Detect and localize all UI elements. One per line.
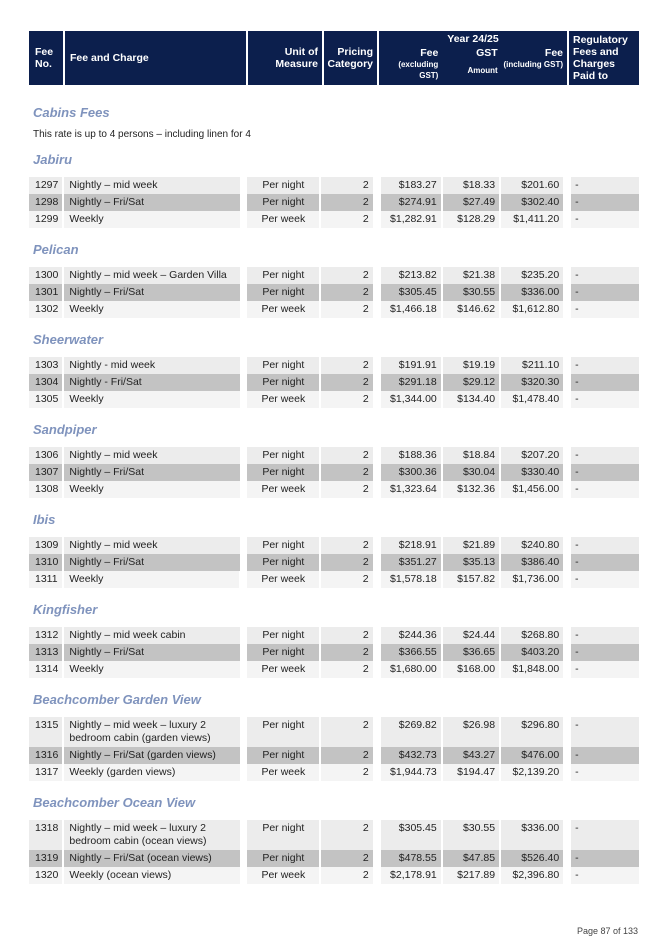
fee-group xyxy=(29,422,639,498)
fee-number-cell: 1309 xyxy=(29,537,64,554)
unit-of-measure-cell: Per night xyxy=(247,820,321,850)
fee-including-gst-cell: $201.60 xyxy=(501,177,565,194)
unit-of-measure-cell: Per night xyxy=(247,284,321,301)
fee-description-cell: Nightly – Fri/Sat xyxy=(64,284,241,301)
header-fee-incl-sub: (including GST) xyxy=(503,60,563,69)
regulatory-cell: - xyxy=(571,194,639,211)
header-gst-amount xyxy=(442,47,501,85)
fee-description-cell: Nightly – Fri/Sat xyxy=(64,554,241,571)
unit-of-measure-cell: Per week xyxy=(247,764,321,781)
table-row xyxy=(29,661,639,678)
pricing-category-cell: 2 xyxy=(321,554,374,571)
pricing-category-cell: 2 xyxy=(321,267,374,284)
fee-description-cell: Nightly – Fri/Sat xyxy=(64,194,241,211)
fee-including-gst-cell: $1,848.00 xyxy=(501,661,565,678)
regulatory-cell: - xyxy=(571,464,639,481)
table-row xyxy=(29,747,639,764)
gst-amount-cell: $30.55 xyxy=(443,284,501,301)
header-fee-and-charge: Fee and Charge xyxy=(65,31,248,85)
fee-description-cell: Nightly - Fri/Sat xyxy=(64,374,241,391)
regulatory-cell: - xyxy=(571,661,639,678)
unit-of-measure-cell: Per night xyxy=(247,644,321,661)
pricing-category-cell: 2 xyxy=(321,850,374,867)
gst-amount-cell: $157.82 xyxy=(443,571,501,588)
gst-amount-cell: $27.49 xyxy=(443,194,501,211)
section-title: Cabins Fees xyxy=(33,105,110,120)
pricing-category-cell: 2 xyxy=(321,447,374,464)
unit-of-measure-cell: Per night xyxy=(247,717,321,747)
fee-excluding-gst-cell: $1,578.18 xyxy=(381,571,443,588)
pricing-category-cell: 2 xyxy=(321,747,374,764)
fee-excluding-gst-cell: $366.55 xyxy=(381,644,443,661)
fee-including-gst-cell: $1,736.00 xyxy=(501,571,565,588)
gst-amount-cell: $168.00 xyxy=(443,661,501,678)
fee-including-gst-cell: $211.10 xyxy=(501,357,565,374)
unit-of-measure-cell: Per night xyxy=(247,537,321,554)
fee-description-cell: Weekly xyxy=(64,481,241,498)
fee-number-cell: 1315 xyxy=(29,717,64,747)
fee-excluding-gst-cell: $1,344.00 xyxy=(381,391,443,408)
regulatory-cell: - xyxy=(571,571,639,588)
group-title: Ibis xyxy=(33,512,56,527)
fee-group xyxy=(29,152,639,228)
regulatory-cell: - xyxy=(571,391,639,408)
fee-description-cell: Weekly xyxy=(64,301,241,318)
regulatory-cell: - xyxy=(571,820,639,850)
fee-excluding-gst-cell: $305.45 xyxy=(381,820,443,850)
fee-number-cell: 1299 xyxy=(29,211,64,228)
header-fee-excluding-gst xyxy=(379,47,442,85)
pricing-category-cell: 2 xyxy=(321,177,374,194)
pricing-category-cell: 2 xyxy=(321,374,374,391)
fee-number-cell: 1311 xyxy=(29,571,64,588)
group-title: Sheerwater xyxy=(33,332,104,347)
regulatory-cell: - xyxy=(571,867,639,884)
regulatory-cell: - xyxy=(571,284,639,301)
group-title: Beachcomber Garden View xyxy=(33,692,201,707)
fee-description-cell: Weekly (garden views) xyxy=(64,764,241,781)
fee-excluding-gst-cell: $1,282.91 xyxy=(381,211,443,228)
gst-amount-cell: $43.27 xyxy=(443,747,501,764)
pricing-category-cell: 2 xyxy=(321,627,374,644)
fee-including-gst-cell: $268.80 xyxy=(501,627,565,644)
header-fee-incl-label: Fee xyxy=(544,47,563,59)
table-row xyxy=(29,464,639,481)
fee-excluding-gst-cell: $188.36 xyxy=(381,447,443,464)
group-title: Kingfisher xyxy=(33,602,98,617)
table-row xyxy=(29,717,639,747)
fee-group xyxy=(29,602,639,678)
group-title: Beachcomber Ocean View xyxy=(33,795,196,810)
table-row xyxy=(29,764,639,781)
fee-description-cell: Weekly xyxy=(64,661,241,678)
fee-excluding-gst-cell: $218.91 xyxy=(381,537,443,554)
table-row xyxy=(29,537,639,554)
unit-of-measure-cell: Per night xyxy=(247,554,321,571)
gst-amount-cell: $19.19 xyxy=(443,357,501,374)
gst-amount-cell: $30.55 xyxy=(443,820,501,850)
fee-excluding-gst-cell: $291.18 xyxy=(381,374,443,391)
header-year: Year 24/25 xyxy=(447,33,499,45)
fee-excluding-gst-cell: $183.27 xyxy=(381,177,443,194)
fee-description-cell: Nightly – mid week xyxy=(64,537,241,554)
pricing-category-cell: 2 xyxy=(321,717,374,747)
fee-group xyxy=(29,242,639,318)
gst-amount-cell: $35.13 xyxy=(443,554,501,571)
gst-amount-cell: $26.98 xyxy=(443,717,501,747)
header-fee-excl-sub: (excluding GST) xyxy=(398,60,439,80)
header-pricing-category: Pricing Category xyxy=(324,31,379,85)
gst-amount-cell: $21.89 xyxy=(443,537,501,554)
unit-of-measure-cell: Per night xyxy=(247,447,321,464)
fee-number-cell: 1300 xyxy=(29,267,64,284)
table-row xyxy=(29,301,639,318)
regulatory-cell: - xyxy=(571,747,639,764)
regulatory-cell: - xyxy=(571,211,639,228)
fee-number-cell: 1314 xyxy=(29,661,64,678)
fee-number-cell: 1319 xyxy=(29,850,64,867)
pricing-category-cell: 2 xyxy=(321,644,374,661)
gst-amount-cell: $29.12 xyxy=(443,374,501,391)
table-row xyxy=(29,447,639,464)
gst-amount-cell: $132.36 xyxy=(443,481,501,498)
gst-amount-cell: $18.84 xyxy=(443,447,501,464)
unit-of-measure-cell: Per night xyxy=(247,374,321,391)
fee-number-cell: 1316 xyxy=(29,747,64,764)
fee-excluding-gst-cell: $305.45 xyxy=(381,284,443,301)
regulatory-cell: - xyxy=(571,644,639,661)
pricing-category-cell: 2 xyxy=(321,284,374,301)
header-unit-of-measure: Unit of Measure xyxy=(248,31,324,85)
table-header xyxy=(29,31,639,85)
fee-number-cell: 1297 xyxy=(29,177,64,194)
fee-number-cell: 1302 xyxy=(29,301,64,318)
table-row xyxy=(29,211,639,228)
unit-of-measure-cell: Per night xyxy=(247,194,321,211)
fee-description-cell: Weekly xyxy=(64,391,241,408)
table-row xyxy=(29,284,639,301)
regulatory-cell: - xyxy=(571,627,639,644)
table-row xyxy=(29,177,639,194)
pricing-category-cell: 2 xyxy=(321,481,374,498)
pricing-category-cell: 2 xyxy=(321,391,374,408)
fee-number-cell: 1301 xyxy=(29,284,64,301)
header-gst-sub: Amount xyxy=(467,66,498,75)
fee-including-gst-cell: $2,139.20 xyxy=(501,764,565,781)
fee-including-gst-cell: $336.00 xyxy=(501,284,565,301)
unit-of-measure-cell: Per night xyxy=(247,627,321,644)
unit-of-measure-cell: Per night xyxy=(247,747,321,764)
table-row xyxy=(29,867,639,884)
table-row xyxy=(29,374,639,391)
fee-excluding-gst-cell: $1,944.73 xyxy=(381,764,443,781)
regulatory-cell: - xyxy=(571,357,639,374)
gst-amount-cell: $134.40 xyxy=(443,391,501,408)
fee-including-gst-cell: $207.20 xyxy=(501,447,565,464)
unit-of-measure-cell: Per week xyxy=(247,211,321,228)
fee-excluding-gst-cell: $351.27 xyxy=(381,554,443,571)
fee-description-cell: Nightly – Fri/Sat (garden views) xyxy=(64,747,241,764)
fee-including-gst-cell: $476.00 xyxy=(501,747,565,764)
fee-including-gst-cell: $1,478.40 xyxy=(501,391,565,408)
fee-number-cell: 1306 xyxy=(29,447,64,464)
fee-including-gst-cell: $386.40 xyxy=(501,554,565,571)
unit-of-measure-cell: Per night xyxy=(247,850,321,867)
fee-including-gst-cell: $320.30 xyxy=(501,374,565,391)
pricing-category-cell: 2 xyxy=(321,301,374,318)
gst-amount-cell: $146.62 xyxy=(443,301,501,318)
pricing-category-cell: 2 xyxy=(321,537,374,554)
table-row xyxy=(29,194,639,211)
table-row xyxy=(29,820,639,850)
fee-number-cell: 1304 xyxy=(29,374,64,391)
fee-excluding-gst-cell: $191.91 xyxy=(381,357,443,374)
fee-excluding-gst-cell: $1,323.64 xyxy=(381,481,443,498)
page-number: Page 87 of 133 xyxy=(576,926,638,936)
table-row xyxy=(29,267,639,284)
unit-of-measure-cell: Per week xyxy=(247,571,321,588)
table-row xyxy=(29,554,639,571)
regulatory-cell: - xyxy=(571,537,639,554)
fee-number-cell: 1312 xyxy=(29,627,64,644)
fee-description-cell: Nightly – mid week – luxury 2 bedroom cabin (garden views) xyxy=(64,717,241,747)
regulatory-cell: - xyxy=(571,301,639,318)
fee-including-gst-cell: $1,456.00 xyxy=(501,481,565,498)
table-row xyxy=(29,627,639,644)
table-row xyxy=(29,391,639,408)
fee-excluding-gst-cell: $274.91 xyxy=(381,194,443,211)
unit-of-measure-cell: Per week xyxy=(247,867,321,884)
header-fee-no: Fee No. xyxy=(29,31,65,85)
gst-amount-cell: $24.44 xyxy=(443,627,501,644)
pricing-category-cell: 2 xyxy=(321,867,374,884)
fee-excluding-gst-cell: $269.82 xyxy=(381,717,443,747)
fee-excluding-gst-cell: $213.82 xyxy=(381,267,443,284)
fee-number-cell: 1310 xyxy=(29,554,64,571)
fee-number-cell: 1318 xyxy=(29,820,64,850)
fee-number-cell: 1303 xyxy=(29,357,64,374)
gst-amount-cell: $36.65 xyxy=(443,644,501,661)
header-fee-excl-label: Fee xyxy=(420,47,439,59)
unit-of-measure-cell: Per week xyxy=(247,391,321,408)
fee-description-cell: Nightly - mid week xyxy=(64,357,241,374)
fee-excluding-gst-cell: $432.73 xyxy=(381,747,443,764)
fee-excluding-gst-cell: $1,466.18 xyxy=(381,301,443,318)
fee-excluding-gst-cell: $2,178.91 xyxy=(381,867,443,884)
unit-of-measure-cell: Per week xyxy=(247,661,321,678)
fee-description-cell: Nightly – Fri/Sat xyxy=(64,644,241,661)
gst-amount-cell: $30.04 xyxy=(443,464,501,481)
fee-description-cell: Nightly – Fri/Sat xyxy=(64,464,241,481)
header-fee-including-gst xyxy=(502,47,567,85)
table-row xyxy=(29,481,639,498)
fee-description-cell: Nightly – mid week xyxy=(64,447,241,464)
regulatory-cell: - xyxy=(571,267,639,284)
table-row xyxy=(29,850,639,867)
pricing-category-cell: 2 xyxy=(321,357,374,374)
fee-excluding-gst-cell: $1,680.00 xyxy=(381,661,443,678)
fee-number-cell: 1307 xyxy=(29,464,64,481)
fee-description-cell: Weekly xyxy=(64,571,241,588)
pricing-category-cell: 2 xyxy=(321,211,374,228)
group-title: Pelican xyxy=(33,242,79,257)
fee-group xyxy=(29,332,639,408)
gst-amount-cell: $194.47 xyxy=(443,764,501,781)
unit-of-measure-cell: Per week xyxy=(247,301,321,318)
fee-description-cell: Nightly – mid week xyxy=(64,177,241,194)
fee-including-gst-cell: $526.40 xyxy=(501,850,565,867)
table-row xyxy=(29,571,639,588)
regulatory-cell: - xyxy=(571,447,639,464)
fee-including-gst-cell: $330.40 xyxy=(501,464,565,481)
fee-description-cell: Nightly – mid week cabin xyxy=(64,627,241,644)
pricing-category-cell: 2 xyxy=(321,764,374,781)
fee-number-cell: 1317 xyxy=(29,764,64,781)
fee-number-cell: 1308 xyxy=(29,481,64,498)
regulatory-cell: - xyxy=(571,717,639,747)
fee-excluding-gst-cell: $244.36 xyxy=(381,627,443,644)
fee-description-cell: Weekly xyxy=(64,211,241,228)
unit-of-measure-cell: Per night xyxy=(247,357,321,374)
fee-description-cell: Nightly – mid week – Garden Villa xyxy=(64,267,241,284)
header-regulatory: Regulatory Fees and Charges Paid to xyxy=(569,31,639,85)
gst-amount-cell: $47.85 xyxy=(443,850,501,867)
gst-amount-cell: $128.29 xyxy=(443,211,501,228)
fee-including-gst-cell: $1,411.20 xyxy=(501,211,565,228)
fee-including-gst-cell: $403.20 xyxy=(501,644,565,661)
group-title: Jabiru xyxy=(33,152,73,167)
fee-number-cell: 1305 xyxy=(29,391,64,408)
pricing-category-cell: 2 xyxy=(321,661,374,678)
fee-groups xyxy=(29,152,639,884)
group-title: Sandpiper xyxy=(33,422,97,437)
unit-of-measure-cell: Per week xyxy=(247,481,321,498)
unit-of-measure-cell: Per night xyxy=(247,267,321,284)
fee-including-gst-cell: $302.40 xyxy=(501,194,565,211)
fee-number-cell: 1320 xyxy=(29,867,64,884)
regulatory-cell: - xyxy=(571,374,639,391)
table-row xyxy=(29,357,639,374)
unit-of-measure-cell: Per night xyxy=(247,464,321,481)
gst-amount-cell: $217.89 xyxy=(443,867,501,884)
header-gst-label: GST xyxy=(476,47,498,59)
regulatory-cell: - xyxy=(571,850,639,867)
fee-including-gst-cell: $235.20 xyxy=(501,267,565,284)
pricing-category-cell: 2 xyxy=(321,571,375,588)
section-subtitle: This rate is up to 4 persons – including linen for 4 xyxy=(33,129,251,140)
regulatory-cell: - xyxy=(571,481,639,498)
fee-including-gst-cell: $2,396.80 xyxy=(501,867,565,884)
fee-group xyxy=(29,692,639,781)
fee-including-gst-cell: $336.00 xyxy=(501,820,565,850)
fee-description-cell: Nightly – mid week – luxury 2 bedroom cabin (ocean views) xyxy=(64,820,241,850)
fee-including-gst-cell: $296.80 xyxy=(501,717,565,747)
regulatory-cell: - xyxy=(571,764,639,781)
gst-amount-cell: $18.33 xyxy=(443,177,501,194)
fee-description-cell: Nightly – Fri/Sat (ocean views) xyxy=(64,850,241,867)
fee-excluding-gst-cell: $300.36 xyxy=(381,464,443,481)
fee-group xyxy=(29,795,639,884)
pricing-category-cell: 2 xyxy=(321,820,374,850)
fee-number-cell: 1298 xyxy=(29,194,64,211)
fee-excluding-gst-cell: $478.55 xyxy=(381,850,443,867)
regulatory-cell: - xyxy=(571,554,639,571)
unit-of-measure-cell: Per night xyxy=(247,177,321,194)
header-year-group xyxy=(379,31,569,85)
pricing-category-cell: 2 xyxy=(321,464,374,481)
table-row xyxy=(29,644,639,661)
fee-schedule-page xyxy=(29,31,639,898)
fee-description-cell: Weekly (ocean views) xyxy=(64,867,241,884)
fee-including-gst-cell: $240.80 xyxy=(501,537,565,554)
pricing-category-cell: 2 xyxy=(321,194,374,211)
fee-group xyxy=(29,512,639,588)
gst-amount-cell: $21.38 xyxy=(443,267,501,284)
fee-including-gst-cell: $1,612.80 xyxy=(501,301,565,318)
fee-number-cell: 1313 xyxy=(29,644,64,661)
regulatory-cell: - xyxy=(571,177,639,194)
